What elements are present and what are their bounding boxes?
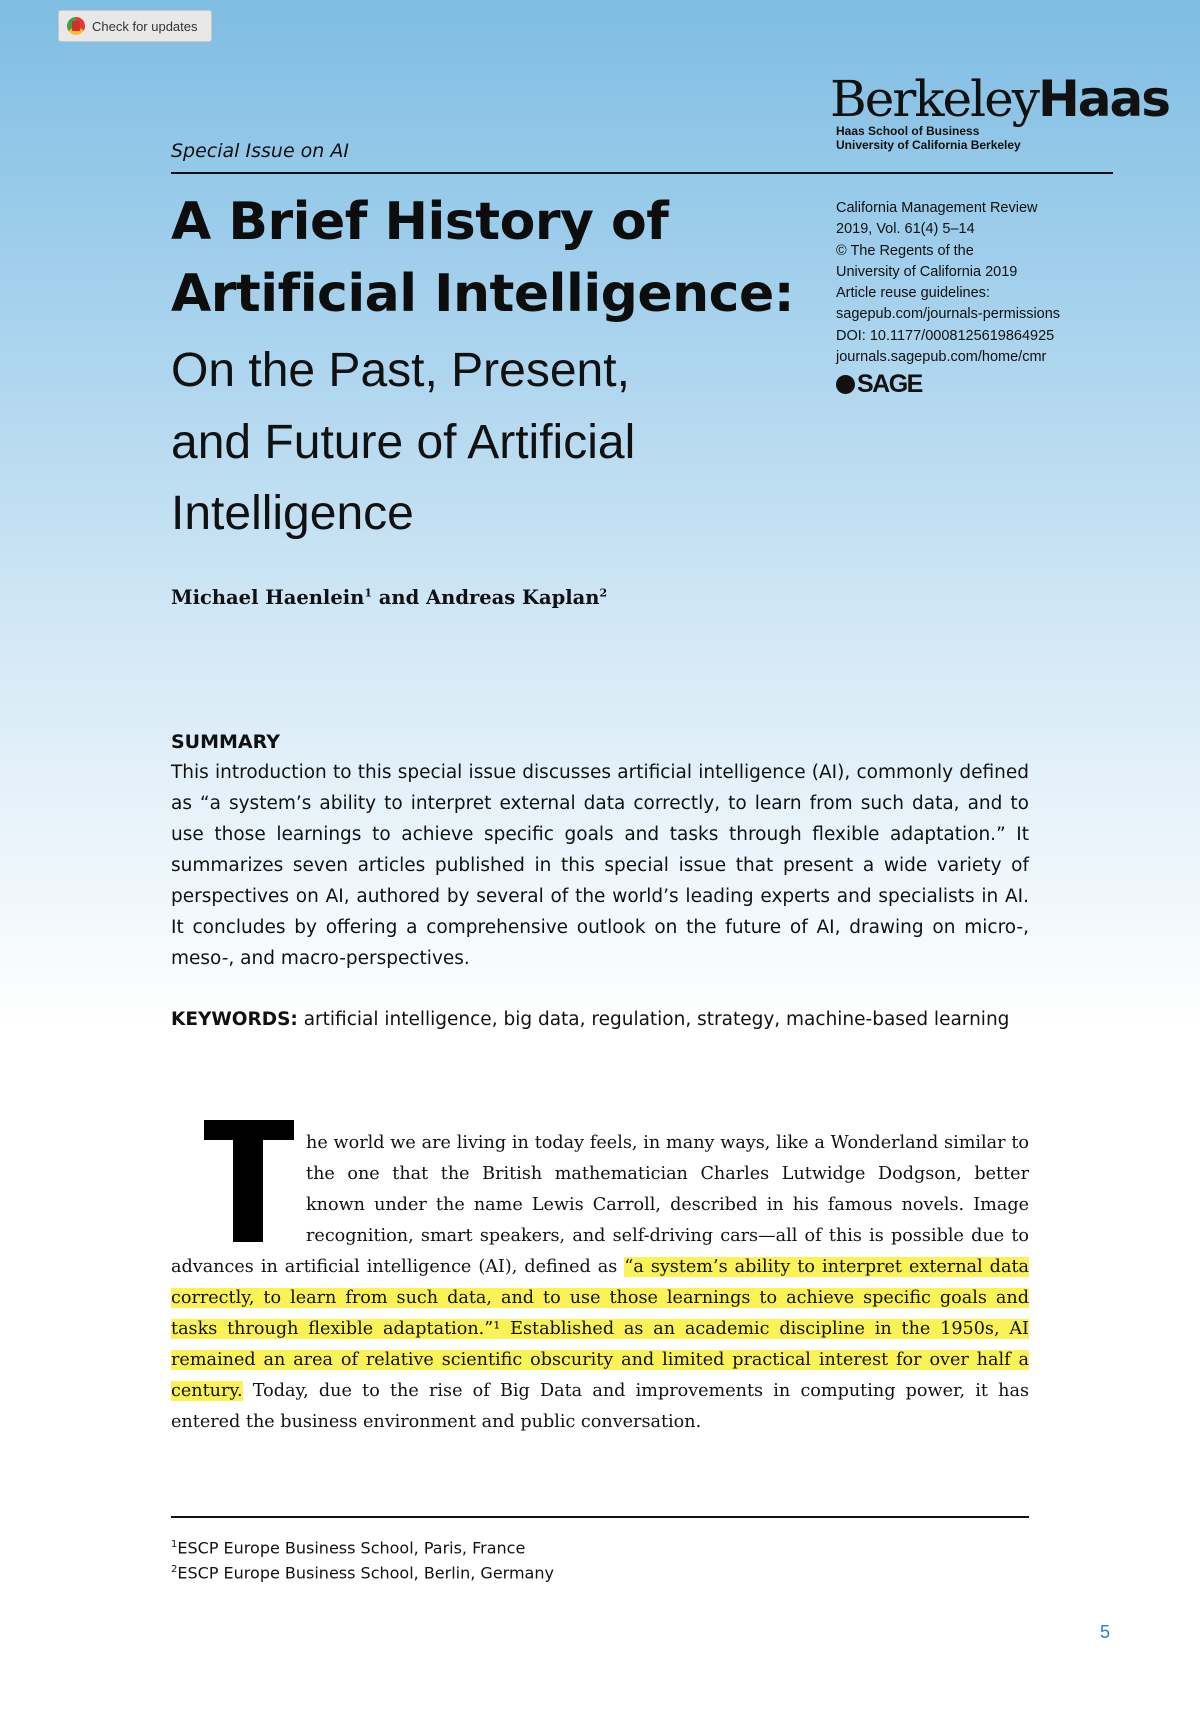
sage-logo (836, 370, 922, 399)
copyright-line-2: University of California 2019 (836, 263, 1018, 280)
body-paragraph (171, 1128, 1029, 1438)
header-divider (171, 172, 1113, 174)
check-for-updates-label: Check for updates (92, 18, 198, 34)
logo-wordmark: BerkeleyHaas (830, 70, 1170, 128)
body-intro-text: he world we are living in today feels, in many ways, like a Wonderland similar to the one that the British mathematician Charles Lutwidge Dodgson, better known under the name Lewis Carroll, described in his famous novels. Image recognition, smart speakers, and self-driving cars—all of this is possible due to advances in artificial intelligence (AI), defined as (171, 1133, 1029, 1277)
article-subtitle-line-3: Intelligence (171, 487, 414, 540)
article-subtitle-line-1: On the Past, Present, (171, 344, 630, 397)
footnote-1: $^1$ESCP Europe Business School, Paris, France (171, 1538, 526, 1558)
journal-homepage-link[interactable]: journals.sagepub.com/home/cmr (836, 349, 1047, 366)
crossmark-icon (67, 17, 85, 35)
special-issue-label: Special Issue on AI (171, 140, 349, 162)
footnote-divider (171, 1516, 1029, 1518)
highlighted-definition[interactable]: “a system’s ability to interpret external data correctly, to learn from such data, and to use those learnings to achieve specific goals and tasks through flexible adaptation.”¹ Established as an academic discipline in the 1950s, AI remained an area of relative scientific obscurity and limited practical interest for over half a century. (171, 1257, 1029, 1401)
journal-name: California Management Review (836, 200, 1038, 216)
doi-link[interactable]: DOI: 10.1177/0008125619864925 (836, 327, 1055, 344)
summary-heading: SUMMARY (171, 731, 280, 753)
authors-line (171, 586, 607, 609)
journal-volume: 2019, Vol. 61(4) 5–14 (836, 221, 975, 238)
logo-school-line: Haas School of Business (836, 124, 980, 138)
keywords-list: artificial intelligence, big data, regulation, strategy, machine-based learning (297, 1009, 1010, 1030)
article-title-line-1: A Brief History of (171, 192, 669, 252)
reuse-guidelines-label: Article reuse guidelines: (836, 285, 990, 302)
keywords (171, 1004, 1029, 1035)
permissions-link[interactable]: sagepub.com/journals-permissions (836, 306, 1061, 323)
authors-conjunction: and (371, 586, 427, 609)
author-1-affiliation: 1 (364, 586, 372, 600)
author-2-affiliation: 2 (599, 586, 608, 600)
check-for-updates-button[interactable] (58, 10, 212, 42)
author-1: Michael Haenlein (171, 586, 365, 609)
article-title-line-2: Artificial Intelligence: (171, 264, 795, 324)
footnote-2: $^2$ESCP Europe Business School, Berlin, Germany (171, 1563, 554, 1583)
logo-university-line: University of California Berkeley (836, 138, 1021, 152)
sage-wordmark: SAGE (857, 370, 922, 398)
copyright-line-1: © The Regents of the (836, 242, 974, 259)
author-2: Andreas Kaplan (426, 586, 600, 609)
keywords-label: KEYWORDS: (171, 1009, 298, 1030)
affiliation-footnotes (171, 1534, 554, 1585)
summary-text: This introduction to this special issue discusses artificial intelligence (AI), commonly defined as “a system’s ability to interpret external data correctly, to learn from such data, and to use those learnings to achieve specific goals and tasks through flexible adaptation.” It summarizes seven articles published in this special issue that present a wide variety of perspectives on AI, authored by several of the world’s leading experts and specialists in AI. It concludes by offering a comprehensive outlook on the future of AI, drawing on micro-, meso-, and macro-perspectives. (171, 762, 1029, 969)
berkeley-haas-logo (830, 70, 1170, 152)
journal-metadata (836, 198, 1126, 368)
article-subtitle-line-2: and Future of Artificial (171, 416, 636, 469)
sage-emblem-icon (836, 375, 855, 394)
body-outro-text: Today, due to the rise of Big Data and improvements in computing power, it has entered the business environment and public conversation. (171, 1381, 1029, 1432)
page-number: 5 (1100, 1622, 1111, 1642)
